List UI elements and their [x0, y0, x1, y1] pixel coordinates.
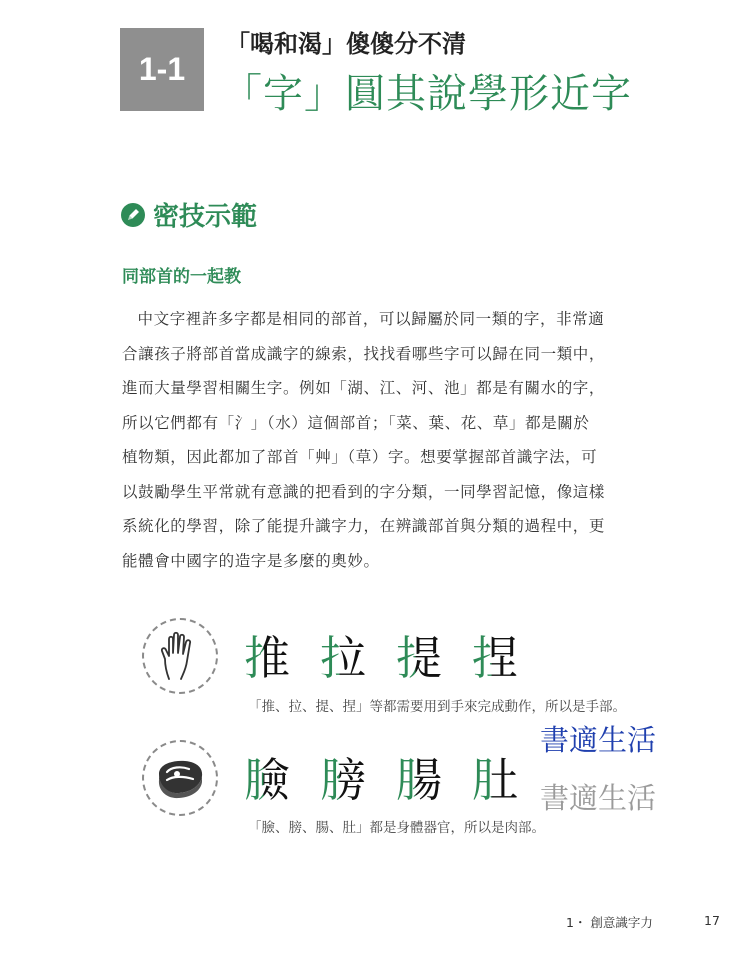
paragraph-line: 植物類，因此都加了部首「艸」（草）字。想要掌握部首識字法，可 — [122, 448, 598, 466]
example-char-glyph: 膀 — [320, 753, 366, 807]
example-char-glyph: 肚 — [472, 753, 518, 807]
example-char-glyph: 臉 — [244, 753, 290, 807]
example-char-glyph: 拉 — [320, 631, 366, 685]
lesson-title: 「字」圓其說學形近字 — [222, 71, 632, 117]
example-char-glyph: 提 — [396, 631, 442, 685]
lesson-subtitle: 「喝和渴」傻傻分不清 — [226, 30, 466, 58]
body-paragraph — [122, 302, 662, 578]
example-char-glyph: 推 — [244, 631, 290, 685]
example-chars-meat — [244, 744, 548, 810]
example-caption-meat: 「臉、膀、腸、肚」都是身體器官，所以是肉部。 — [248, 820, 545, 836]
paragraph-line: 進而大量學習相關生字。例如「湖、江、河、池」都是有關水的字， — [122, 379, 606, 397]
meat-icon — [153, 756, 207, 800]
example-caption-hand: 「推、拉、提、捏」等都需要用到手來完成動作，所以是手部。 — [248, 699, 626, 715]
example-char — [472, 622, 548, 688]
paragraph-line: 所以它們都有「氵」（水）這個部首；「菜、葉、花、草」都是關於 — [122, 413, 590, 432]
example-char — [472, 744, 548, 810]
lesson-badge: 1-1 — [120, 28, 204, 111]
paragraph-line: 合讓孩子將部首當成識字的線索，找找看哪些字可以歸在同一類中， — [122, 344, 606, 363]
example-char-glyph: 腸 — [396, 753, 442, 807]
example-char — [244, 744, 320, 810]
example-char — [320, 622, 396, 688]
example-char — [320, 744, 396, 810]
meat-icon-circle — [142, 740, 218, 816]
hand-icon — [155, 629, 205, 683]
hand-icon-circle — [142, 618, 218, 694]
paragraph-line: 系統化的學習，除了能提升識字力，在辨識部首與分類的過程中，更 — [122, 517, 606, 535]
pencil-icon — [121, 203, 145, 227]
paragraph-line: 中文字裡許多字都是相同的部首，可以歸屬於同一類的字，非常適 — [137, 310, 605, 328]
example-char — [396, 622, 472, 688]
example-char — [396, 744, 472, 810]
example-chars-hand — [244, 622, 548, 688]
section-heading — [121, 196, 257, 233]
subheading: 同部首的一起教 — [122, 267, 241, 287]
page-number: 17 — [704, 913, 720, 928]
watermark-gray: 書適生活 — [540, 781, 657, 815]
footer-chapter: 1・ 創意識字力 — [566, 915, 653, 930]
example-char-glyph: 捏 — [472, 631, 518, 685]
section-title: 密技示範 — [153, 202, 258, 232]
example-char — [244, 622, 320, 688]
paragraph-line: 以鼓勵學生平常就有意識的把看到的字分類，一同學習記憶，像這樣 — [122, 482, 606, 501]
watermark-blue: 書適生活 — [540, 723, 657, 757]
paragraph-line: 能體會中國字的造字是多麼的奧妙。 — [122, 551, 380, 570]
